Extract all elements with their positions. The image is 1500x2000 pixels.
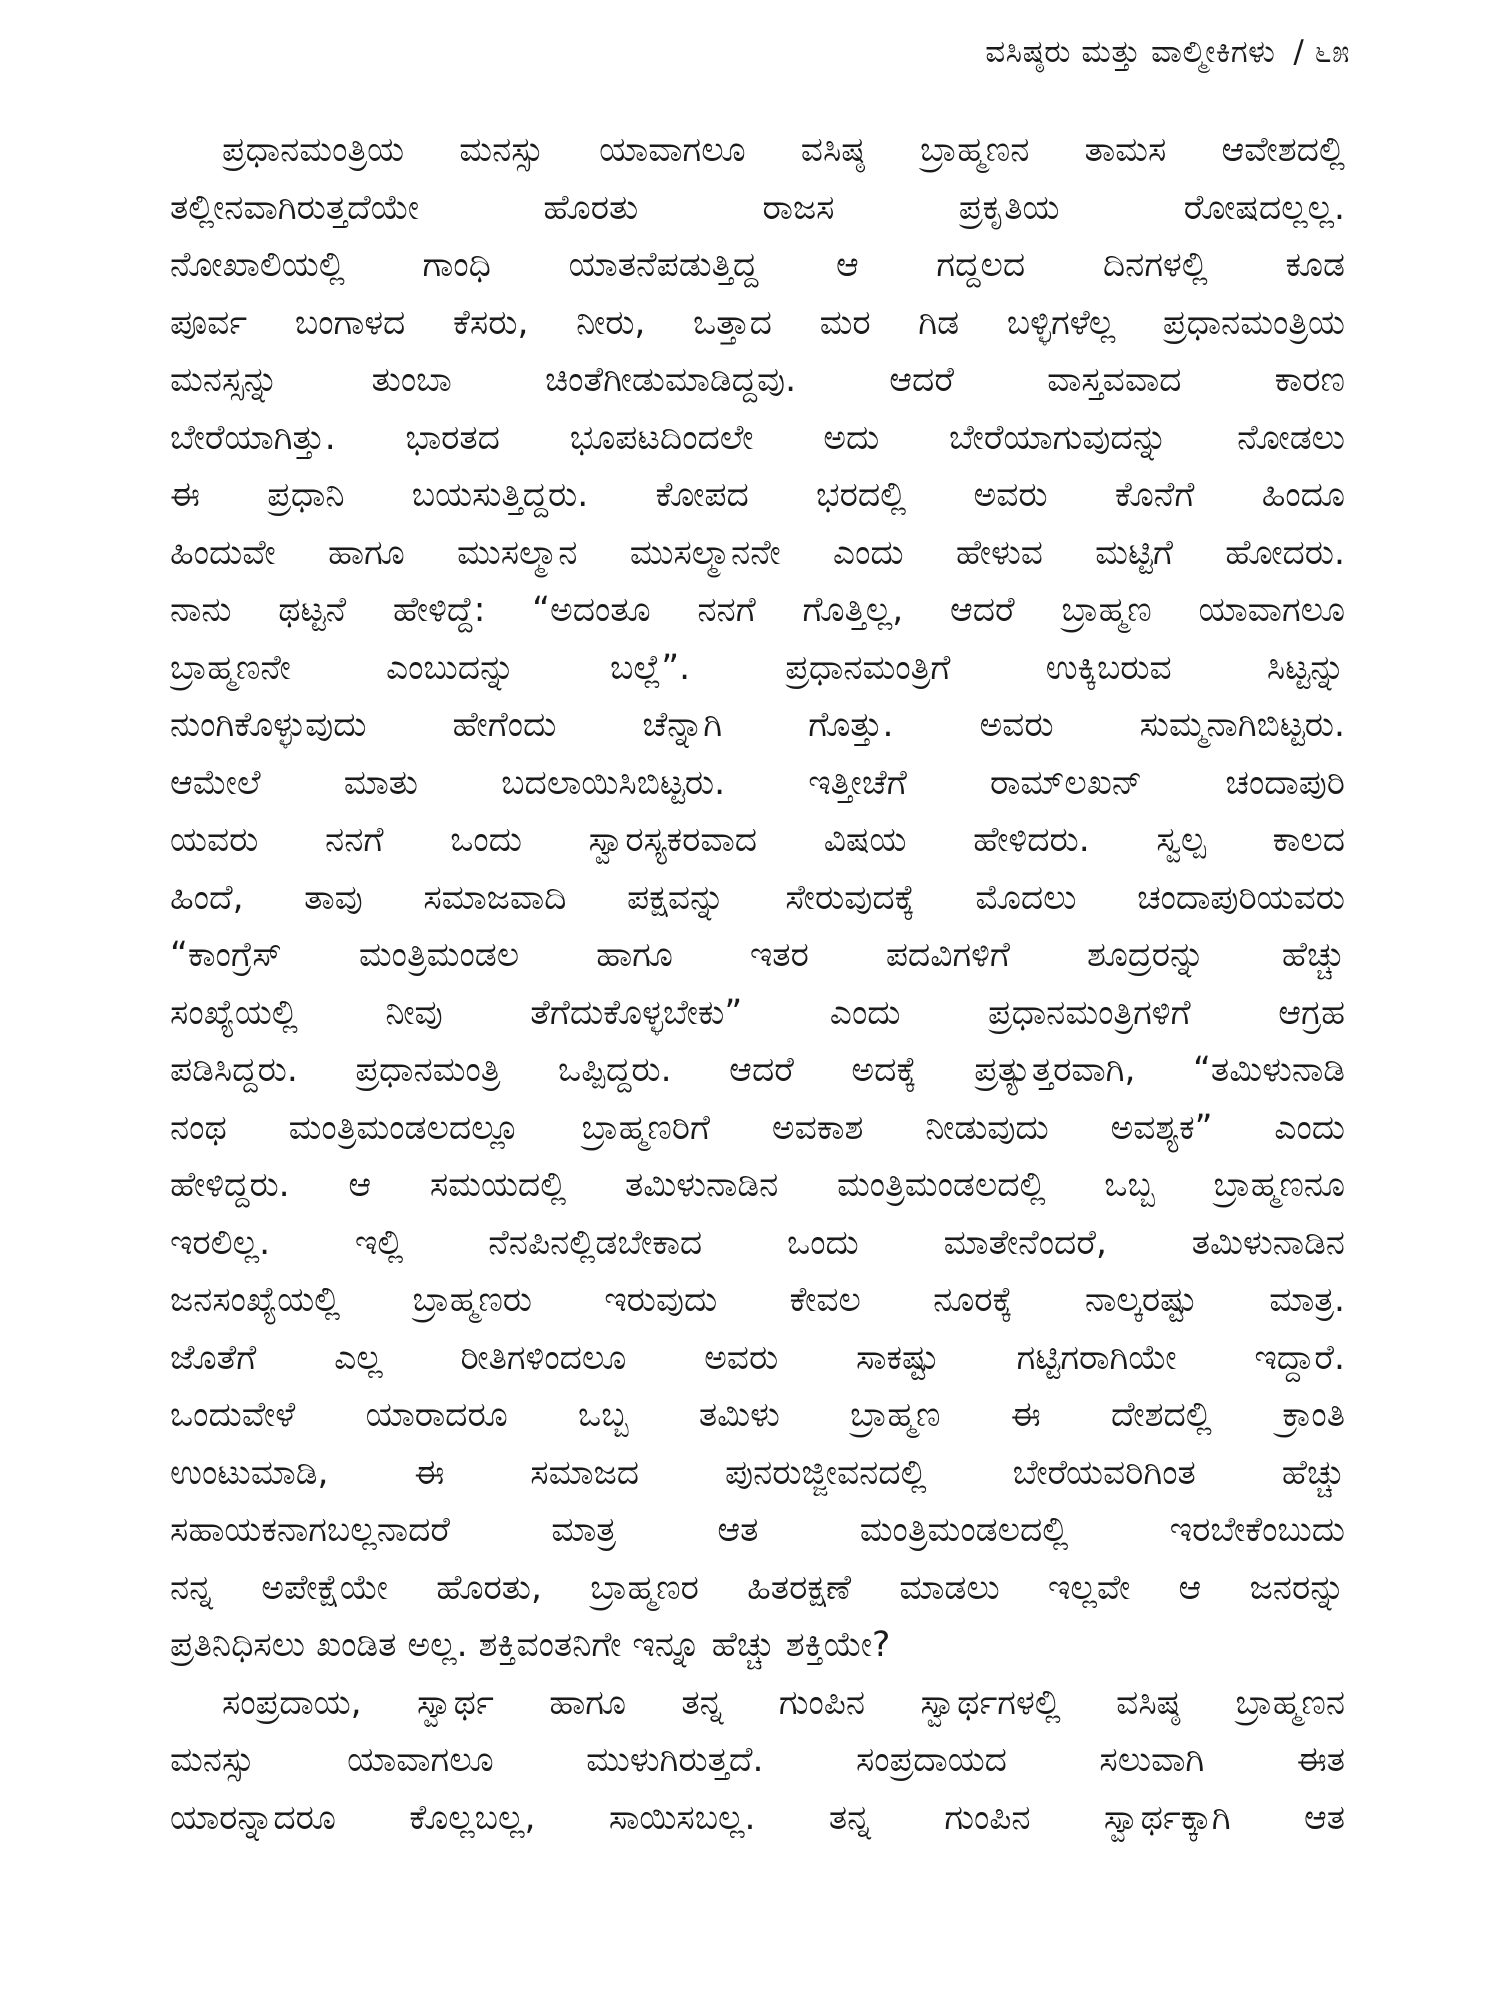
text-line: ನುಂಗಿಕೊಳ್ಳುವುದು ಹೇಗೆಂದು ಚೆನ್ನಾಗಿ ಗೊತ್ತು. ಅವರು ಸುಮ್ಮನಾಗಿಬಿಟ್ಟರು.	[170, 705, 1345, 745]
text-line: ಆಮೇಲೆ ಮಾತು ಬದಲಾಯಿಸಿಬಿಟ್ಟರು. ಇತ್ತೀಚೆಗೆ ರಾಮ್‌ಲಖನ್ ಚಂದಾಪುರಿ	[170, 762, 1345, 803]
chapter-title: ವಸಿಷ್ಠರು ಮತ್ತು ವಾಲ್ಮೀಕಿಗಳು	[985, 34, 1276, 70]
header-separator: /	[1293, 34, 1305, 70]
text-line: ಪ್ರತಿನಿಧಿಸಲು ಖಂಡಿತ ಅಲ್ಲ. ಶಕ್ತಿವಂತನಿಗೇ ಇನ್ನೂ ಹೆಚ್ಚು ಶಕ್ತಿಯೇ?	[170, 1625, 891, 1665]
text-line: ಒಂದುವೇಳೆ ಯಾರಾದರೂ ಒಬ್ಬ ತಮಿಳು ಬ್ರಾಹ್ಮಣ ಈ ದೇಶದಲ್ಲಿ ಕ್ರಾಂತಿ	[170, 1395, 1345, 1435]
text-line: “ಕಾಂಗ್ರೆಸ್ ಮಂತ್ರಿಮಂಡಲ ಹಾಗೂ ಇತರ ಪದವಿಗಳಿಗೆ ಶೂದ್ರರನ್ನು ಹೆಚ್ಚು	[170, 935, 1345, 975]
text-line: ಹಿಂದುವೇ ಹಾಗೂ ಮುಸಲ್ಮಾನ ಮುಸಲ್ಮಾನನೇ ಎಂದು ಹೇಳುವ ಮಟ್ಟಿಗೆ ಹೋದರು.	[170, 532, 1345, 573]
text-line: ಉಂಟುಮಾಡಿ, ಈ ಸಮಾಜದ ಪುನರುಜ್ಜೀವನದಲ್ಲಿ ಬೇರೆಯವರಿಗಿಂತ ಹೆಚ್ಚು	[170, 1452, 1345, 1493]
paragraph	[170, 122, 1345, 1675]
text-line: ನೋಖಾಲಿಯಲ್ಲಿ ಗಾಂಧಿ ಯಾತನೆಪಡುತ್ತಿದ್ದ ಆ ಗದ್ದಲದ ದಿನಗಳಲ್ಲಿ ಕೂಡ	[170, 245, 1345, 285]
text-line: ಹಿಂದೆ, ತಾವು ಸಮಾಜವಾದಿ ಪಕ್ಷವನ್ನು ಸೇರುವುದಕ್ಕೆ ಮೊದಲು ಚಂದಾಪುರಿಯವರು	[170, 877, 1345, 918]
text-line: ಸಂಪ್ರದಾಯ, ಸ್ವಾರ್ಥ ಹಾಗೂ ತನ್ನ ಗುಂಪಿನ ಸ್ವಾರ್ಥಗಳಲ್ಲಿ ವಸಿಷ್ಠ ಬ್ರಾಹ್ಮಣನ	[222, 1682, 1345, 1723]
text-line: ಸಂಖ್ಯೆಯಲ್ಲಿ ನೀವು ತೆಗೆದುಕೊಳ್ಳಬೇಕು” ಎಂದು ಪ್ರಧಾನಮಂತ್ರಿಗಳಿಗೆ ಆಗ್ರಹ	[170, 992, 1345, 1033]
page-number: ೬೫	[1314, 34, 1350, 70]
text-line: ಪಡಿಸಿದ್ದರು. ಪ್ರಧಾನಮಂತ್ರಿ ಒಪ್ಪಿದ್ದರು. ಆದರೆ ಅದಕ್ಕೆ ಪ್ರತ್ಯುತ್ತರವಾಗಿ, “ತಮಿಳುನಾಡಿ	[170, 1050, 1345, 1090]
body-text	[170, 122, 1345, 1847]
text-line: ನಾನು ಥಟ್ಟನೆ ಹೇಳಿದ್ದೆ: “ಅದಂತೂ ನನಗೆ ಗೊತ್ತಿಲ್ಲ, ಆದರೆ ಬ್ರಾಹ್ಮಣ ಯಾವಾಗಲೂ	[170, 590, 1345, 630]
paragraph	[170, 1675, 1345, 1848]
text-line: ಇರಲಿಲ್ಲ. ಇಲ್ಲಿ ನೆನಪಿನಲ್ಲಿಡಬೇಕಾದ ಒಂದು ಮಾತೇನೆಂದರೆ, ತಮಿಳುನಾಡಿನ	[170, 1222, 1345, 1263]
text-line: ಮನಸ್ಸು ಯಾವಾಗಲೂ ಮುಳುಗಿರುತ್ತದೆ. ಸಂಪ್ರದಾಯದ ಸಲುವಾಗಿ ಈತ	[170, 1740, 1345, 1780]
text-line: ಯವರು ನನಗೆ ಒಂದು ಸ್ವಾರಸ್ಯಕರವಾದ ವಿಷಯ ಹೇಳಿದರು. ಸ್ವಲ್ಪ ಕಾಲದ	[170, 820, 1345, 860]
text-line: ನಂಥ ಮಂತ್ರಿಮಂಡಲದಲ್ಲೂ ಬ್ರಾಹ್ಮಣರಿಗೆ ಅವಕಾಶ ನೀಡುವುದು ಅವಶ್ಯಕ” ಎಂದು	[170, 1107, 1345, 1148]
text-line: ಬ್ರಾಹ್ಮಣನೇ ಎಂಬುದನ್ನು ಬಲ್ಲೆ”. ಪ್ರಧಾನಮಂತ್ರಿಗೆ ಉಕ್ಕಿಬರುವ ಸಿಟ್ಟನ್ನು	[170, 647, 1345, 688]
text-line: ಮನಸ್ಸನ್ನು ತುಂಬಾ ಚಿಂತೆಗೀಡುಮಾಡಿದ್ದವು. ಆದರೆ ವಾಸ್ತವವಾದ ಕಾರಣ	[170, 360, 1345, 400]
text-line: ಜೊತೆಗೆ ಎಲ್ಲ ರೀತಿಗಳಿಂದಲೂ ಅವರು ಸಾಕಷ್ಟು ಗಟ್ಟಿಗರಾಗಿಯೇ ಇದ್ದಾರೆ.	[170, 1337, 1345, 1378]
text-line: ಬೇರೆಯಾಗಿತ್ತು. ಭಾರತದ ಭೂಪಟದಿಂದಲೇ ಅದು ಬೇರೆಯಾಗುವುದನ್ನು ನೋಡಲು	[170, 417, 1345, 458]
text-line: ತಲ್ಲೀನವಾಗಿರುತ್ತದೆಯೇ ಹೊರತು ರಾಜಸ ಪ್ರಕೃತಿಯ ರೋಷದಲ್ಲಲ್ಲ.	[170, 187, 1345, 228]
running-header	[985, 34, 1350, 71]
text-line: ಈ ಪ್ರಧಾನಿ ಬಯಸುತ್ತಿದ್ದರು. ಕೋಪದ ಭರದಲ್ಲಿ ಅವರು ಕೊನೆಗೆ ಹಿಂದೂ	[170, 475, 1345, 515]
text-line: ಜನಸಂಖ್ಯೆಯಲ್ಲಿ ಬ್ರಾಹ್ಮಣರು ಇರುವುದು ಕೇವಲ ನೂರಕ್ಕೆ ನಾಲ್ಕರಷ್ಟು ಮಾತ್ರ.	[170, 1280, 1345, 1320]
text-line: ಪ್ರಧಾನಮಂತ್ರಿಯ ಮನಸ್ಸು ಯಾವಾಗಲೂ ವಸಿಷ್ಠ ಬ್ರಾಹ್ಮಣನ ತಾಮಸ ಆವೇಶದಲ್ಲಿ	[222, 130, 1345, 170]
text-line: ನನ್ನ ಅಪೇಕ್ಷೆಯೇ ಹೊರತು, ಬ್ರಾಹ್ಮಣರ ಹಿತರಕ್ಷಣೆ ಮಾಡಲು ಇಲ್ಲವೇ ಆ ಜನರನ್ನು	[170, 1567, 1345, 1608]
text-line: ಪೂರ್ವ ಬಂಗಾಳದ ಕೆಸರು, ನೀರು, ಒತ್ತಾದ ಮರ ಗಿಡ ಬಳ್ಳಿಗಳೆಲ್ಲ ಪ್ರಧಾನಮಂತ್ರಿಯ	[170, 302, 1345, 343]
text-line: ಹೇಳಿದ್ದರು. ಆ ಸಮಯದಲ್ಲಿ ತಮಿಳುನಾಡಿನ ಮಂತ್ರಿಮಂಡಲದಲ್ಲಿ ಒಬ್ಬ ಬ್ರಾಹ್ಮಣನೂ	[170, 1165, 1345, 1205]
text-line: ಸಹಾಯಕನಾಗಬಲ್ಲನಾದರೆ ಮಾತ್ರ ಆತ ಮಂತ್ರಿಮಂಡಲದಲ್ಲಿ ಇರಬೇಕೆಂಬುದು	[170, 1510, 1345, 1550]
text-line: ಯಾರನ್ನಾದರೂ ಕೊಲ್ಲಬಲ್ಲ, ಸಾಯಿಸಬಲ್ಲ. ತನ್ನ ಗುಂಪಿನ ಸ್ವಾರ್ಥಕ್ಕಾಗಿ ಆತ	[170, 1797, 1345, 1838]
